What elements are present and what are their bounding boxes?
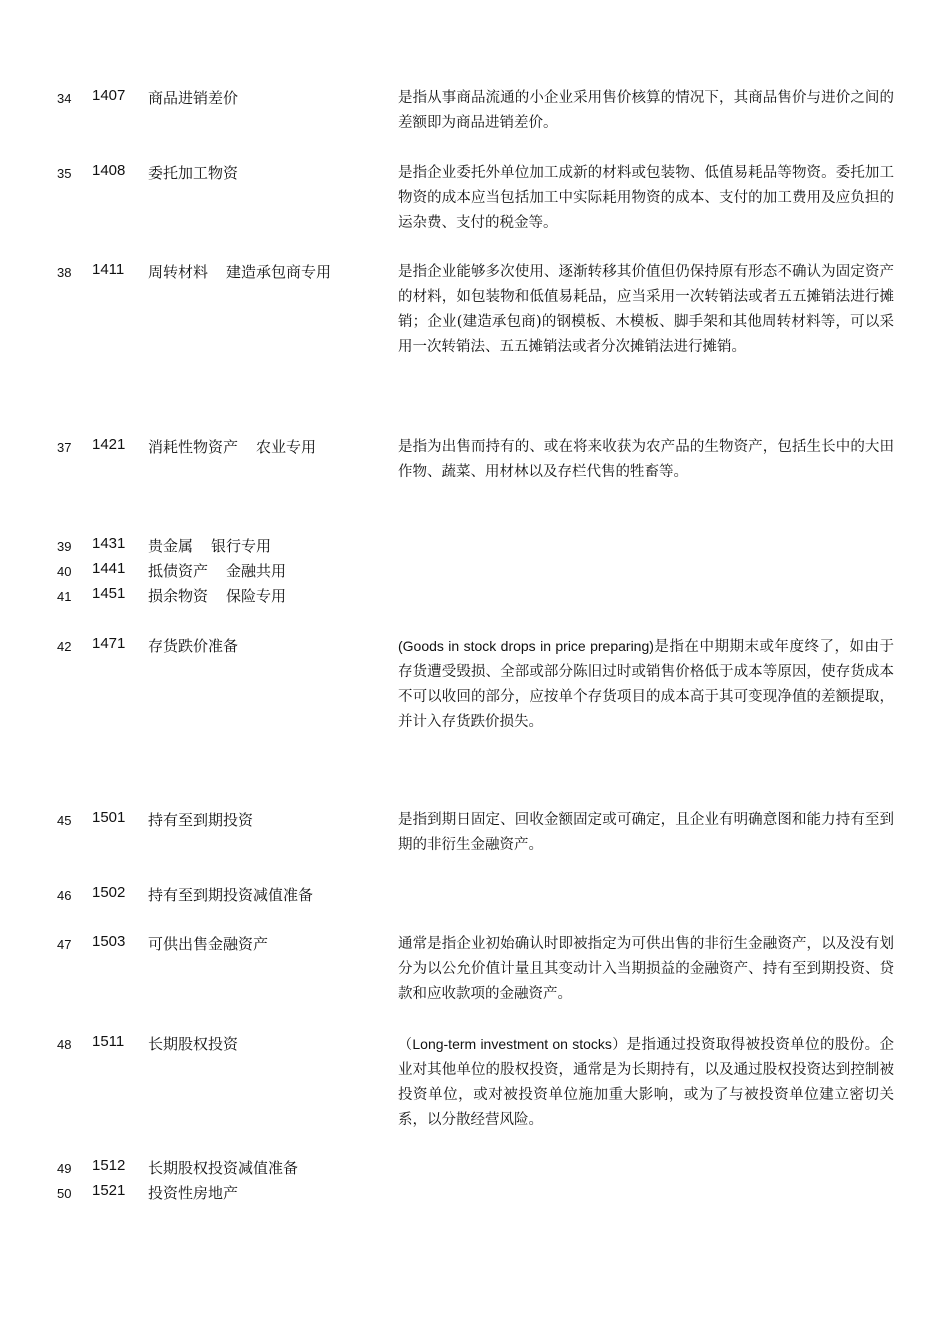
account-code: 1411 [92,261,125,278]
account-description: （Long-term investment on stocks）是指通过投资取得被投资单位的股份。企业对其他单位的股权投资，通常是为长期持有，以及通过股权投资达到控制被投资单位，或对被投资单位施加重大影响，或为了与被投资单位建立密切关系，以分散经营风险。 [398,1036,895,1128]
english-term: (Goods in stock drops in price preparing) [398,638,654,654]
account-code: 1471 [92,635,126,652]
account-description: 是指从事商品流通的小企业采用售价核算的情况下，其商品售价与进价之间的差额即为商品进销差价。 [398,90,894,131]
account-code: 1407 [92,87,126,104]
account-code: 1501 [92,809,126,826]
account-description: 是指为出售而持有的、或在将来收获为农产品的生物资产，包括生长中的大田作物、蔬菜、用材林以及存栏代售的牲畜等。 [398,439,894,480]
account-description: (Goods in stock drops in price preparing)是指在中期期末或年度终了，如由于存货遭受毁损、全部或部分陈旧过时或销售价格低于成本等原因，使存货成本不可以收回的部分，应按单个存货项目的成本高于其可变现净值的差额提取，并计入存货跌价损失。 [398,638,894,730]
account-description: 是指到期日固定、回收金额固定或可确定，且企业有明确意图和能力持有至到期的非衍生金融资产。 [398,812,894,853]
account-name: 贵金属 银行专用 [148,537,272,555]
account-name: 委托加工物资 [148,164,239,182]
account-name: 可供出售金融资产 [148,935,269,953]
account-code: 1503 [92,933,126,950]
entry-seq: 34 [57,91,72,106]
account-name: 周转材料 建造承包商专用 [148,263,332,281]
account-name: 长期股权投资 [148,1035,239,1053]
entry-seq: 47 [57,937,72,952]
account-description: 是指企业委托外单位加工成新的材料或包装物、低值易耗品等物资。委托加工物资的成本应当包括加工中实际耗用物资的成本、支付的加工费用及应负担的运杂费、支付的税金等。 [398,165,894,231]
account-code: 1441 [92,560,126,577]
english-term: （Long-term investment on stocks） [398,1036,627,1052]
entry-seq: 42 [57,639,72,654]
entry-seq: 39 [57,539,72,554]
entry-seq: 41 [57,589,72,604]
account-name: 损余物资 保险专用 [148,587,287,605]
account-name: 持有至到期投资减值准备 [148,886,314,904]
entry-seq: 49 [57,1161,72,1176]
account-description: 是指企业能够多次使用、逐渐转移其价值但仍保持原有形态不确认为固定资产的材料，如包装物和低值易耗品，应当采用一次转销法或者五五摊销法进行摊销；企业(建造承包商)的钢模板、木模板、脚手架和其他周转材料等，可以采用一次转销法、五五摊销法或者分次摊销法进行摊销。 [398,264,894,355]
industry-tag: 建造承包商专用 [226,263,332,281]
entry-seq: 46 [57,888,72,903]
account-code: 1511 [92,1033,125,1050]
industry-tag: 农业专用 [256,438,317,456]
entry-seq: 38 [57,265,72,280]
account-code: 1521 [92,1182,126,1199]
account-description: 通常是指企业初始确认时即被指定为可供出售的非衍生金融资产，以及没有划分为以公允价值计量且其变动计入当期损益的金融资产、持有至到期投资、贷款和应收款项的金融资产。 [398,936,894,1002]
entry-seq: 35 [57,166,72,181]
account-code: 1408 [92,162,126,179]
entry-seq: 37 [57,440,72,455]
account-code: 1421 [92,436,126,453]
entry-seq: 45 [57,813,72,828]
account-code: 1502 [92,884,126,901]
account-code: 1512 [92,1157,126,1174]
industry-tag: 金融共用 [226,562,287,580]
entry-seq: 40 [57,564,72,579]
account-name: 存货跌价准备 [148,637,239,655]
account-name: 商品进销差价 [148,89,239,107]
account-name: 长期股权投资减值准备 [148,1159,299,1177]
industry-tag: 银行专用 [211,537,272,555]
industry-tag: 保险专用 [226,587,287,605]
account-name: 消耗性物资产 农业专用 [148,438,317,456]
account-code: 1431 [92,535,126,552]
account-name: 持有至到期投资 [148,811,254,829]
entry-seq: 48 [57,1037,72,1052]
account-name: 投资性房地产 [148,1184,239,1202]
entry-seq: 50 [57,1186,72,1201]
account-code: 1451 [92,585,126,602]
account-name: 抵债资产 金融共用 [148,562,287,580]
